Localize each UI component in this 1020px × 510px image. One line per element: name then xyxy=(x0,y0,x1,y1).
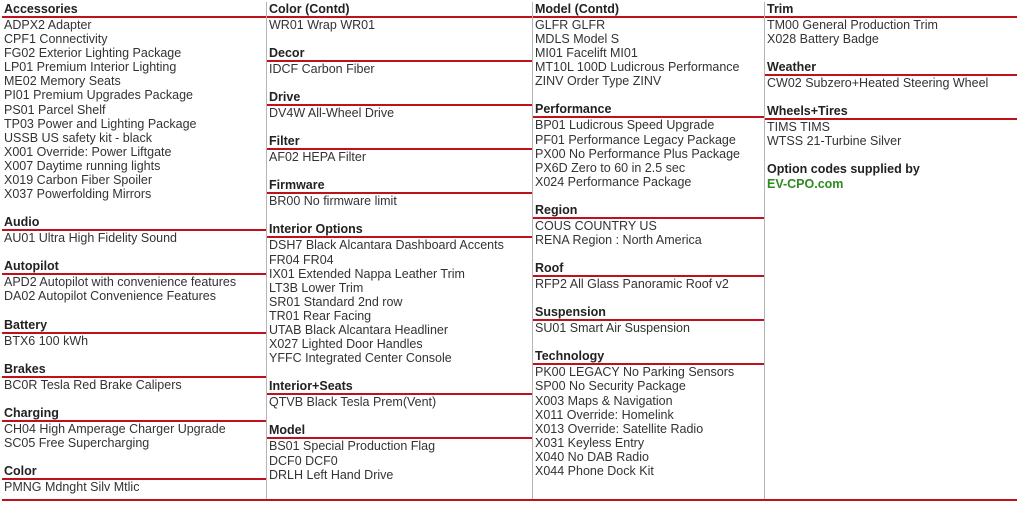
option-list xyxy=(2,422,266,450)
option-code-item: X013 Override: Satellite Radio xyxy=(535,421,704,436)
section-heading: Audio xyxy=(2,215,266,231)
option-code-item: BC0R Tesla Red Brake Calipers xyxy=(4,377,182,392)
option-list xyxy=(765,76,1017,90)
section-heading: Model (Contd) xyxy=(533,2,764,18)
option-section xyxy=(267,90,532,120)
option-code-item: BS01 Special Production Flag xyxy=(269,439,436,454)
option-list xyxy=(765,18,1017,46)
option-code-item: X011 Override: Homelink xyxy=(535,407,674,422)
option-code-item: SP00 No Security Package xyxy=(535,379,686,394)
option-code-item: RENA Region : North America xyxy=(535,233,702,248)
option-code-item: WTSS 21-Turbine Silver xyxy=(767,134,902,149)
option-section xyxy=(2,215,266,245)
option-list xyxy=(533,277,764,291)
option-code-item: DRLH Left Hand Drive xyxy=(269,467,394,482)
option-section xyxy=(2,362,266,392)
section-heading: Roof xyxy=(533,261,764,277)
credit-brand-link[interactable]: EV-CPO.com xyxy=(767,176,844,191)
option-list xyxy=(267,194,532,208)
option-list xyxy=(267,238,532,365)
column-3 xyxy=(532,2,764,499)
option-list xyxy=(765,120,1017,148)
option-code-item: X003 Maps & Navigation xyxy=(535,393,673,408)
option-code-item: PX00 No Performance Plus Package xyxy=(535,146,740,161)
option-code-item: CW02 Subzero+Heated Steering Wheel xyxy=(767,76,989,91)
option-code-item: X007 Daytime running lights xyxy=(4,158,161,173)
option-list xyxy=(533,118,764,188)
option-code-item: X001 Override: Power Liftgate xyxy=(4,144,172,159)
section-heading: Suspension xyxy=(533,305,764,321)
section-heading: Weather xyxy=(765,60,1017,76)
option-code-item: LP01 Premium Interior Lighting xyxy=(4,60,177,75)
option-code-item: TM00 General Production Trim xyxy=(767,18,938,32)
option-code-item: SC05 Free Supercharging xyxy=(4,435,150,450)
credit-text: Option codes supplied by xyxy=(767,162,920,177)
section-heading: Battery xyxy=(2,318,266,334)
option-section xyxy=(267,134,532,164)
section-heading: Region xyxy=(533,203,764,219)
option-section xyxy=(2,464,266,494)
option-list xyxy=(533,18,764,88)
option-section xyxy=(267,46,532,76)
column-2 xyxy=(266,2,532,499)
option-code-item: SR01 Standard 2nd row xyxy=(269,294,403,309)
option-code-item: QTVB Black Tesla Prem(Vent) xyxy=(269,395,437,410)
option-code-item: MDLS Model S xyxy=(535,32,620,47)
option-list xyxy=(2,480,266,494)
option-code-item: TIMS TIMS xyxy=(767,120,830,135)
option-section xyxy=(267,379,532,409)
option-section xyxy=(765,60,1017,90)
option-section xyxy=(533,102,764,188)
option-section xyxy=(2,259,266,303)
section-heading: Accessories xyxy=(2,2,266,18)
section-heading: Performance xyxy=(533,102,764,118)
option-code-item: X028 Battery Badge xyxy=(767,32,879,47)
option-code-item: X027 Lighted Door Handles xyxy=(269,337,423,352)
option-section xyxy=(533,349,764,478)
option-code-item: COUS COUNTRY US xyxy=(535,218,657,233)
section-heading: Interior Options xyxy=(267,222,532,238)
option-section xyxy=(267,423,532,481)
option-section xyxy=(765,2,1017,46)
option-code-item: X044 Phone Dock Kit xyxy=(535,463,654,478)
option-section xyxy=(2,406,266,450)
option-list xyxy=(267,18,532,32)
option-code-item: PK00 LEGACY No Parking Sensors xyxy=(535,365,735,380)
option-code-item: LT3B Lower Trim xyxy=(269,280,364,295)
section-heading: Color xyxy=(2,464,266,480)
option-code-item: ZINV Order Type ZINV xyxy=(535,74,662,89)
option-code-item: AU01 Ultra High Fidelity Sound xyxy=(4,231,177,246)
option-section xyxy=(267,178,532,208)
option-code-item: PI01 Premium Upgrades Package xyxy=(4,88,193,103)
option-section xyxy=(2,2,266,201)
option-list xyxy=(267,106,532,120)
section-heading: Color (Contd) xyxy=(267,2,532,18)
column-1 xyxy=(2,2,266,499)
column-4 xyxy=(764,2,1017,499)
option-list xyxy=(533,365,764,478)
option-list xyxy=(2,378,266,392)
option-code-item: CH04 High Amperage Charger Upgrade xyxy=(4,421,226,436)
option-code-item: FG02 Exterior Lighting Package xyxy=(4,46,182,61)
option-section xyxy=(533,261,764,291)
option-code-item: WR01 Wrap WR01 xyxy=(269,18,376,32)
section-heading: Firmware xyxy=(267,178,532,194)
section-heading: Model xyxy=(267,423,532,439)
option-code-item: BP01 Ludicrous Speed Upgrade xyxy=(535,118,715,133)
option-code-item: MI01 Facelift MI01 xyxy=(535,46,638,61)
option-list xyxy=(2,231,266,245)
option-code-item: MT10L 100D Ludicrous Performance xyxy=(535,60,740,75)
section-heading: Technology xyxy=(533,349,764,365)
option-list xyxy=(2,18,266,201)
option-code-item: ADPX2 Adapter xyxy=(4,18,92,32)
option-list xyxy=(267,150,532,164)
option-code-item: X024 Performance Package xyxy=(535,174,692,189)
option-code-item: YFFC Integrated Center Console xyxy=(269,351,452,366)
option-code-item: DV4W All-Wheel Drive xyxy=(269,106,395,121)
option-code-item: X019 Carbon Fiber Spoiler xyxy=(4,173,152,188)
option-code-item: RFP2 All Glass Panoramic Roof v2 xyxy=(535,277,729,292)
source-credit xyxy=(765,162,1017,191)
option-code-item: DSH7 Black Alcantara Dashboard Accents xyxy=(269,238,504,253)
option-code-item: BR00 No firmware limit xyxy=(269,194,397,209)
option-section xyxy=(533,203,764,247)
option-section xyxy=(533,305,764,335)
option-code-item: PMNG Mdnght Silv Mtlic xyxy=(4,479,140,494)
option-code-item: TP03 Power and Lighting Package xyxy=(4,116,197,131)
option-code-item: USSB US safety kit - black xyxy=(4,130,152,145)
option-code-item: SU01 Smart Air Suspension xyxy=(535,321,690,336)
option-code-item: PF01 Performance Legacy Package xyxy=(535,132,736,147)
option-code-item: APD2 Autopilot with convenience features xyxy=(4,275,237,290)
option-code-item: PX6D Zero to 60 in 2.5 sec xyxy=(535,160,686,175)
option-code-item: AF02 HEPA Filter xyxy=(269,150,367,165)
option-list xyxy=(267,62,532,76)
section-heading: Charging xyxy=(2,406,266,422)
option-list xyxy=(267,395,532,409)
option-list xyxy=(2,275,266,303)
option-code-item: X040 No DAB Radio xyxy=(535,449,649,464)
section-heading: Brakes xyxy=(2,362,266,378)
option-section xyxy=(267,2,532,32)
option-code-item: CPF1 Connectivity xyxy=(4,32,108,47)
section-heading: Wheels+Tires xyxy=(765,104,1017,120)
option-section xyxy=(2,318,266,348)
option-code-item: BTX6 100 kWh xyxy=(4,333,89,348)
section-heading: Autopilot xyxy=(2,259,266,275)
option-section xyxy=(267,222,532,365)
option-code-item: IX01 Extended Nappa Leather Trim xyxy=(269,266,465,281)
option-codes-table xyxy=(2,2,1017,501)
option-list xyxy=(267,439,532,481)
option-code-item: FR04 FR04 xyxy=(269,252,334,267)
option-code-item: IDCF Carbon Fiber xyxy=(269,62,375,77)
option-list xyxy=(533,219,764,247)
option-section xyxy=(765,104,1017,148)
option-code-item: GLFR GLFR xyxy=(535,18,606,32)
option-code-item: PS01 Parcel Shelf xyxy=(4,102,106,117)
option-section xyxy=(533,2,764,88)
option-code-item: DCF0 DCF0 xyxy=(269,453,338,468)
option-list xyxy=(533,321,764,335)
section-heading: Filter xyxy=(267,134,532,150)
option-code-item: UTAB Black Alcantara Headliner xyxy=(269,323,449,338)
section-heading: Decor xyxy=(267,46,532,62)
option-code-item: X031 Keyless Entry xyxy=(535,435,645,450)
section-heading: Drive xyxy=(267,90,532,106)
option-code-item: X037 Powerfolding Mirrors xyxy=(4,187,152,202)
section-heading: Interior+Seats xyxy=(267,379,532,395)
section-heading: Trim xyxy=(765,2,1017,18)
option-code-item: ME02 Memory Seats xyxy=(4,74,121,89)
option-list xyxy=(2,334,266,348)
option-code-item: TR01 Rear Facing xyxy=(269,308,372,323)
option-code-item: DA02 Autopilot Convenience Features xyxy=(4,289,216,304)
